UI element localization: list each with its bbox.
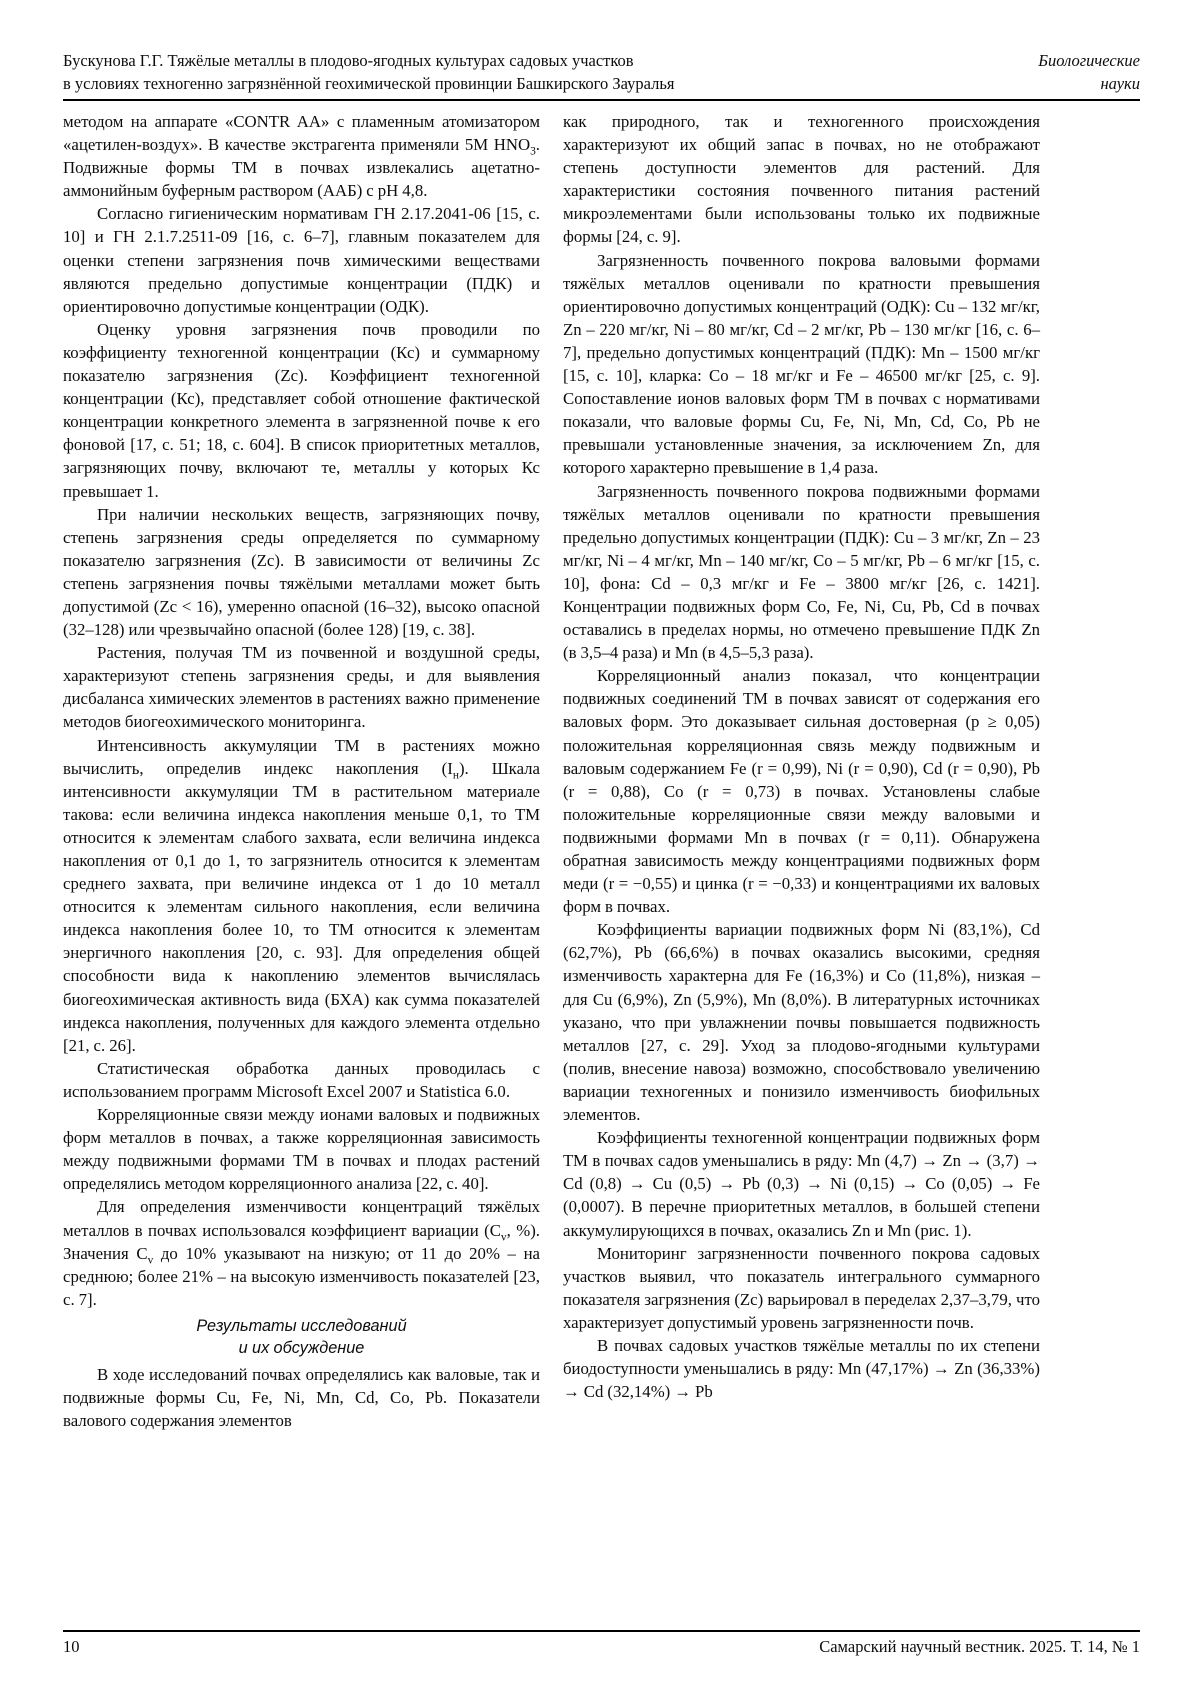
paragraph: В почвах садовых участков тяжёлые металлы по их степени биодоступности уменьшались в ряду: Mn (47,17%) → Zn (36,33%) → Cd (32,14%) → Pb xyxy=(563,1335,1040,1402)
running-header-title-line1: Бускунова Г.Г. Тяжёлые металлы в плодово-ягодных культурах садовых участков xyxy=(63,51,634,70)
paragraph: методом на аппарате «CONTR AA» с пламенным атомизатором «ацетилен-воздух». В качестве экстрагента применяли 5М $HNO_3$. Подвижные формы ТМ в почвах извлекались ацетатно-аммонийным буферным раствором (ААБ) с pH 4,8. xyxy=(63,112,540,201)
left-column xyxy=(63,110,540,1618)
running-header-section-line1: Биологические xyxy=(1038,51,1140,70)
right-column xyxy=(563,110,1040,1618)
header-rule xyxy=(63,99,1140,101)
paragraph: Оценку уровня загрязнения почв проводили по коэффициенту техногенной концентрации (Кс) и суммарному показателю загрязнения (Zc). Коэффициент техногенной концентрации (Кс), представляет собой отношение фактической концентрации конкретного элемента в загрязненной почве к его фоновой [17, с. 51; 18, с. 604]. В список приоритетных металлов, загрязняющих почву, включают те, металлы у которых Кс превышает 1. xyxy=(63,319,540,501)
paragraph: Коэффициенты техногенной концентрации подвижных форм ТМ в почвах садов уменьшались в ряду: Mn (4,7) → Zn → (3,7) → Cd (0,8) → Cu (0,5) → Pb (0,3) → Ni (0,15) → Co (0,05) → Fe (0,0007). В перечне приоритетных металлов, в большей степени аккумулирующихся в почвах, оказались Zn и Mn (рис. 1). xyxy=(563,1128,1040,1240)
paragraph: Растения, получая ТМ из почвенной и воздушной среды, характеризуют степень загрязнения среды, и для выявления дисбаланса химических элементов в растениях важно применение методов биогеохимического мониторинга. xyxy=(63,643,540,732)
section-heading: Результаты исследований и их обсуждение xyxy=(196,1316,407,1358)
running-header-title-line2: в условиях техногенно загрязнённой геохимической провинции Башкирского Зауралья xyxy=(63,73,675,93)
running-header-section xyxy=(1038,50,1140,95)
running-header-section-line2: науки xyxy=(1100,73,1140,93)
paragraph: Согласно гигиеническим нормативам ГН 2.17.2041-06 [15, с. 10] и ГН 2.1.7.2511-09 [16, с. 6–7], главным показателем для оценки степени загрязнения почв химическими веществами являются предельно допустимые концентрации (ПДК) и ориентировочно допустимые концентрации (ОДК). xyxy=(63,204,540,316)
paragraph: как природного, так и техногенного происхождения характеризуют их общий запас в почвах, но не отображают степень доступности элементов для растений. Для характеристики состояния почвенного питания растений микроэлементами были использованы только их подвижные формы [24, с. 9]. xyxy=(563,112,1040,247)
paragraph: Корреляционный анализ показал, что концентрации подвижных соединений ТМ в почвах зависят от содержания его валовых форм. Это доказывает сильная достоверная (p ≥ 0,05) положительная корреляционная связь между подвижным и валовым содержанием Fe (r = 0,99), Ni (r = 0,90), Cd (r = 0,90), Pb (r = 0,88), Co (r = 0,73) в почвах. Установлены слабые положительные корреляционные связи между валовыми и подвижными формами Mn в почвах (r = 0,11). Обнаружена обратная зависимость между концентрациями подвижных форм меди (r = −0,55) и цинка (r = −0,33) и концентрациями их валовых форм в почвах. xyxy=(563,666,1040,917)
journal-reference: Самарский научный вестник. 2025. Т. 14, № 1 xyxy=(819,1637,1140,1656)
paragraph: Коэффициенты вариации подвижных форм Ni (83,1%), Cd (62,7%), Pb (66,6%) в почвах оказались высокими, средняя изменчивость характерна для Fe (16,3%) и Co (11,8%), низкая – для Cu (6,9%), Zn (5,9%), Mn (8,0%). В литературных источниках указано, что при увлажнении почвы повышается подвижность металлов [27, с. 29]. Уход за плодово-ягодными культурами (полив, внесение навоза) возможно, способствовало увеличению вариации техногенных и понизило изменчивость биофильных элементов. xyxy=(563,920,1040,1125)
paragraph: В ходе исследований почвах определялись как валовые, так и подвижные формы Cu, Fe, Ni, Mn, Cd, Co, Pb. Показатели валового содержания элементов xyxy=(63,1364,540,1431)
running-footer xyxy=(63,1630,1140,1657)
paragraph: При наличии нескольких веществ, загрязняющих почву, степень загрязнения среды определяется по суммарному показателю загрязнения (Zc). В зависимости от величины Zc степень загрязнения почвы тяжёлыми металлами может быть допустимой (Zc < 16), умеренно опасной (16–32), высоко опасной (32–128) или чрезвычайно опасной (более 128) [19, с. 38]. xyxy=(63,504,540,640)
paragraph: Для определения изменчивости концентраций тяжёлых металлов в почвах использовался коэффициент вариации ($C_v$, %). Значения $C_v$ до 10% указывают на низкую; от 11 до 20% – на среднюю; более 21% – на высокую изменчивость показателей [23, с. 7]. xyxy=(63,1197,540,1309)
paragraph: Интенсивность аккумуляции ТМ в растениях можно вычислить, определив индекс накопления $(I_н)$. Шкала интенсивности аккумуляции ТМ в растительном материале такова: если величина индекса накопления меньше 0,1, то ТМ относится к элементам слабого захвата, если величина индекса накопления от 0,1 до 1, то загрязнитель относится к элементам среднего захвата, при величине индекса от 1 до 10 металл относится к элементам сильного накопления, если величина индекса накопления более 10, то ТМ относится к элементам энергичного накопления [20, с. 93]. Для определения общей способности вида к накоплению элементов вычислялась биогеохимическая активность вида (БХА) как сумма показателей индекса накопления, полученных для каждого элемента отдельно [21, с. 26]. xyxy=(63,735,540,1055)
paragraph: Загрязненность почвенного покрова подвижными формами тяжёлых металлов оценивали по кратности превышения предельно допустимых концентрации (ПДК): Cu – 3 мг/кг, Zn – 23 мг/кг, Ni – 4 мг/кг, Mn – 140 мг/кг, Co – 5 мг/кг, Pb – 6 мг/кг [15, с. 10], фона: Cd – 0,3 мг/кг и Fe – 3800 мг/кг [26, с. 1421]. Концентрации подвижных форм Co, Fe, Ni, Cu, Pb, Cd в почвах оставались в пределах нормы, но отмечено превышение ПДК Zn (в 3,5–4 раза) и Mn (в 4,5–5,3 раза). xyxy=(563,481,1040,663)
text-columns xyxy=(63,110,1140,1618)
running-header xyxy=(63,50,1140,95)
page-number: 10 xyxy=(63,1637,80,1656)
paragraph: Мониторинг загрязненности почвенного покрова садовых участков выявил, что показатель интегрального суммарного показателя загрязнения (Zc) варьировал в переделах 2,37–3,79, что характеризует допустимый уровень загрязненности почв. xyxy=(563,1243,1040,1332)
paragraph: Загрязненность почвенного покрова валовыми формами тяжёлых металлов оценивали по кратности превышения ориентировочно допустимых концентраций (ОДК): Cu – 132 мг/кг, Zn – 220 мг/кг, Ni – 80 мг/кг, Cd – 2 мг/кг, Pb – 130 мг/кг [16, с. 6–7], предельно допустимых концентраций (ПДК): Mn – 1500 мг/кг [15, с. 10], кларка: Co – 18 мг/кг и Fe – 46500 мг/кг [25, с. 9]. Сопоставление ионов валовых форм ТМ в почвах с нормативами показали, что валовые формы Cu, Fe, Ni, Mn, Cd, Co, Pb не превышали установленные значения, за исключением Zn, для которого характерно превышение в 1,4 раза. xyxy=(563,250,1040,478)
running-header-title xyxy=(63,50,674,95)
paragraph: Статистическая обработка данных проводилась с использованием программ Microsoft Excel 2007 и Statistica 6.0. xyxy=(63,1058,540,1101)
paragraph: Корреляционные связи между ионами валовых и подвижных форм металлов в почвах, а также корреляционная зависимость между подвижными формами ТМ в почвах и плодах растений определялись методом корреляционного анализа [22, с. 40]. xyxy=(63,1105,540,1194)
